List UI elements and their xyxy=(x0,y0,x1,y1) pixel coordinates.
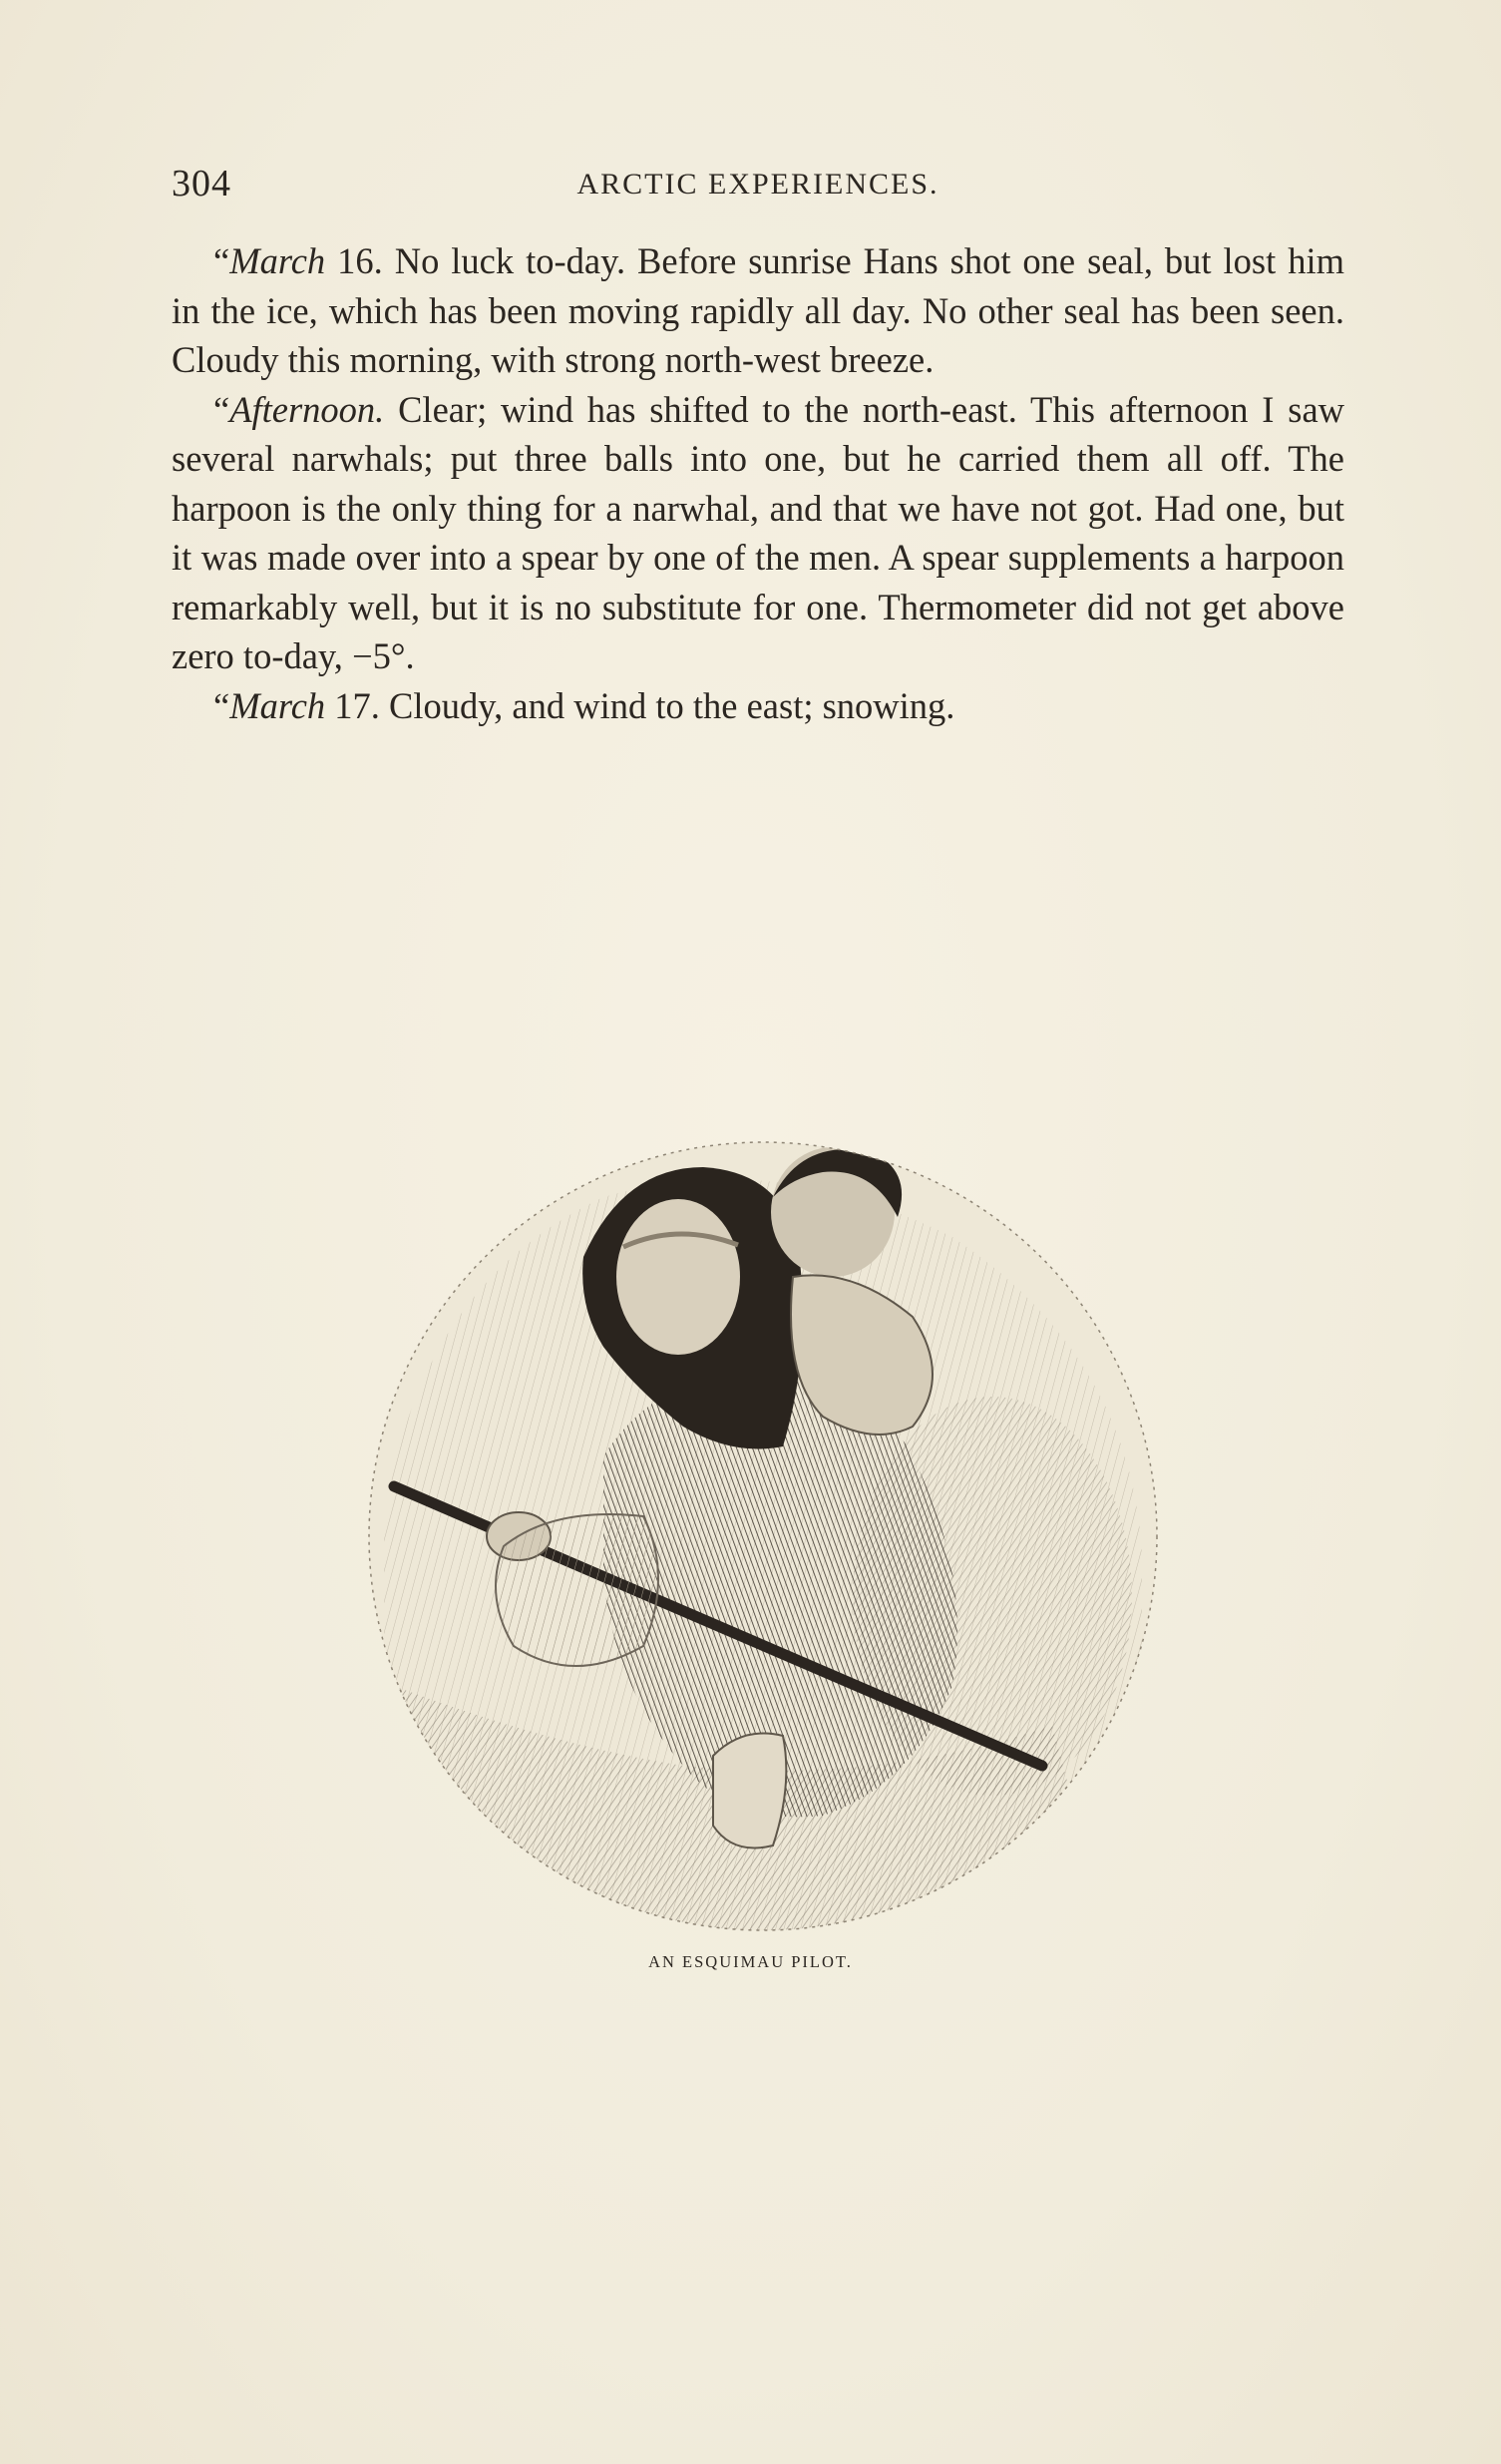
paragraph-text: 16. No luck to-day. Before sunrise Hans shot one seal, but lost him in the ice, which has been moving rapidly all day. No other seal has been seen. Cloudy this morning, with strong north-west breeze. xyxy=(172,240,1344,380)
page-header xyxy=(172,162,1344,211)
illustration-caption: AN ESQUIMAU PILOT. xyxy=(648,1952,853,1971)
entry-date: March xyxy=(229,684,326,726)
paragraph xyxy=(172,681,1344,731)
open-quote: “ xyxy=(213,388,230,430)
engraving-illustration xyxy=(354,1127,1172,1945)
engraving-drawing xyxy=(354,1127,1172,1945)
entry-date: Afternoon. xyxy=(229,388,385,430)
paragraph-text: Clear; wind has shifted to the north-east. This afternoon I saw several narwhals; put three balls into one, but he carried them all off. The harpoon is the only thing for a narwhal, and that we have not got. Had one, but it was made over into a spear by one of the men. A spear supplements a harpoon remarkably well, but it is no substitute for one. Thermometer did not get above zero to-day, −5°. xyxy=(172,388,1344,676)
paragraph xyxy=(172,385,1344,681)
open-quote: “ xyxy=(213,684,230,726)
entry-date: March xyxy=(229,240,326,281)
page-number: 304 xyxy=(172,163,231,205)
paragraph xyxy=(172,236,1344,385)
paragraph-text: 17. Cloudy, and wind to the east; snowing. xyxy=(325,684,955,726)
open-quote: “ xyxy=(213,240,230,281)
running-head: ARCTIC EXPERIENCES. xyxy=(576,168,939,201)
body-text xyxy=(172,236,1344,730)
